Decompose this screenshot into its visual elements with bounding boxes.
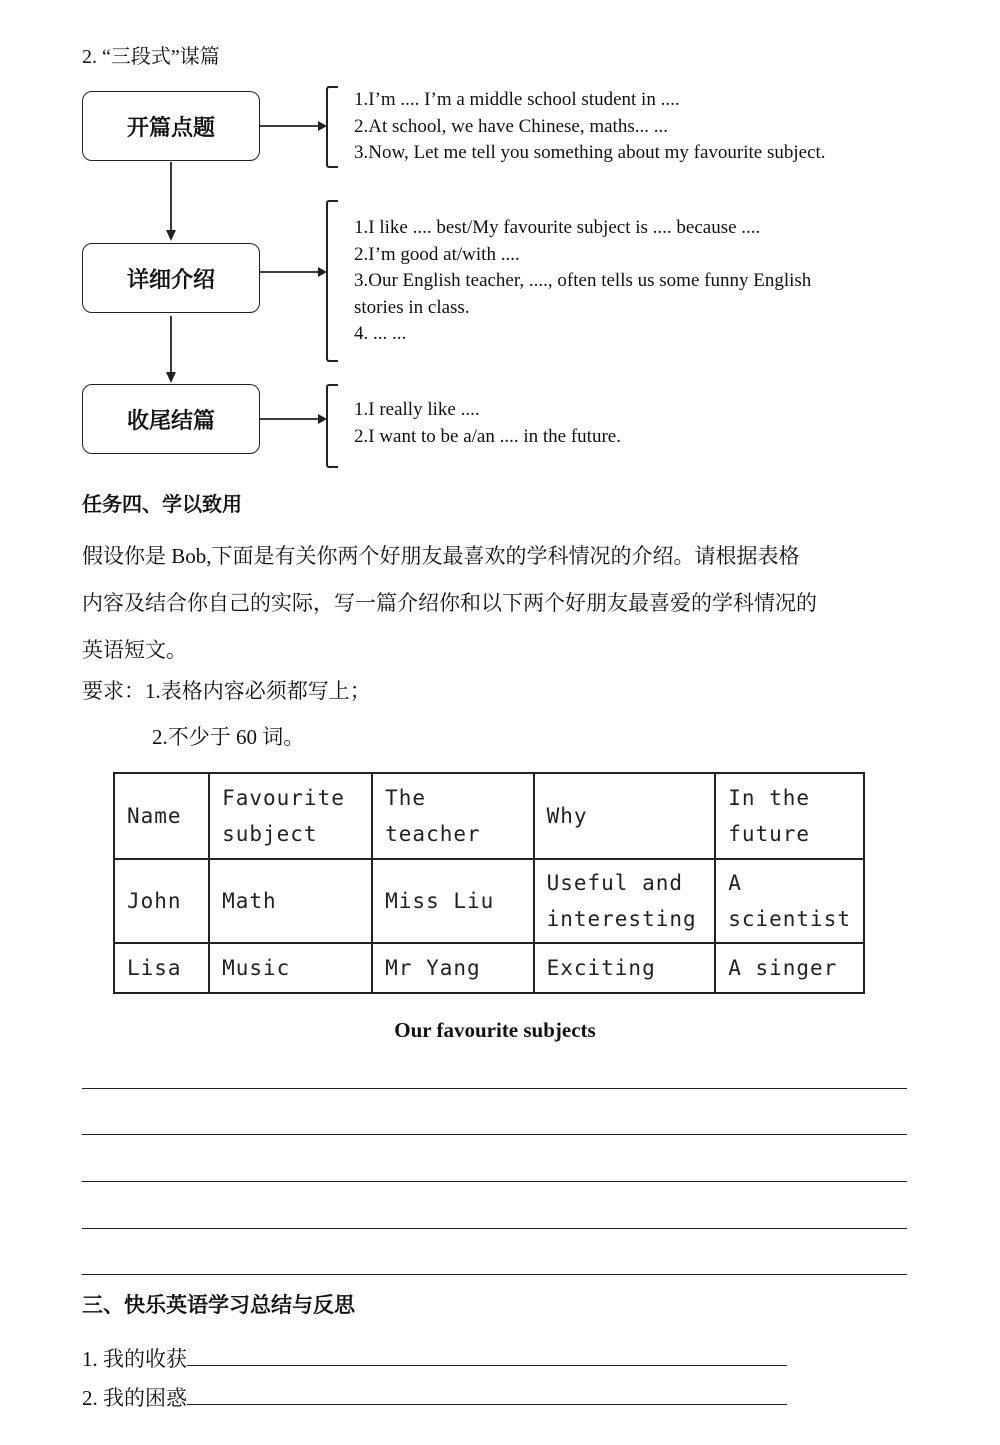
prompt-line: 假设你是 Bob,下面是有关你两个好朋友最喜欢的学科情况的介绍。请根据表格 <box>82 544 800 568</box>
summary-item-confusions <box>82 1382 787 1412</box>
answer-line[interactable] <box>187 1344 787 1366</box>
table-cell: Useful and interesting <box>534 859 716 943</box>
table-cell: Exciting <box>534 943 716 993</box>
phrase: stories in class. <box>354 296 470 318</box>
phrase: 3.Now, Let me tell you something about my favourite subject. <box>354 142 826 163</box>
writing-line[interactable] <box>82 1088 907 1089</box>
phrase: 1.I like .... best/My favourite subject is .... because .... <box>354 217 761 238</box>
phrase: 3.Our English teacher, ...., often tells us some funny English <box>354 270 812 291</box>
table-header-cell: Favourite subject <box>209 773 372 859</box>
answer-line[interactable] <box>187 1383 787 1405</box>
bracket <box>326 384 338 468</box>
arrow-right-icon <box>260 409 328 429</box>
table-cell: Miss Liu <box>372 859 533 943</box>
table-cell: John <box>114 859 209 943</box>
bracket <box>326 86 338 168</box>
phrase: 4. ... ... <box>354 323 407 344</box>
bracket <box>326 200 338 362</box>
summary-item-gains <box>82 1343 787 1373</box>
task-prompt <box>82 533 922 674</box>
flow-box-conclusion: 收尾结篇 <box>82 384 260 454</box>
table-header-cell: The teacher <box>372 773 533 859</box>
phrase: 1.I’m .... I’m a middle school student in .... <box>354 89 680 110</box>
table-header-cell: In the future <box>715 773 864 859</box>
table-row <box>114 859 864 943</box>
section-label: 2. “三段式”谋篇 <box>82 46 220 68</box>
table-header-cell: Why <box>534 773 716 859</box>
summary-title: 三、快乐英语学习总结与反思 <box>82 1293 355 1317</box>
subjects-table <box>113 772 865 994</box>
writing-line[interactable] <box>82 1134 907 1135</box>
phrase-list-intro <box>354 87 826 167</box>
task-title: 任务四、学以致用 <box>82 492 242 516</box>
phrase: 2.I’m good at/with .... <box>354 243 520 265</box>
summary-label: 1. 我的收获 <box>82 1347 187 1371</box>
writing-line[interactable] <box>82 1181 907 1182</box>
writing-line[interactable] <box>82 1274 907 1275</box>
table-header-cell: Name <box>114 773 209 859</box>
flow-box-intro: 开篇点题 <box>82 91 260 161</box>
table-cell: Math <box>209 859 372 943</box>
phrase-list-details <box>354 215 811 348</box>
table-cell: A singer <box>715 943 864 993</box>
phrase: 2.At school, we have Chinese, maths... ... <box>354 115 668 137</box>
arrow-down-icon <box>163 162 179 242</box>
prompt-line: 内容及结合你自己的实际，写一篇介绍你和以下两个好朋友最喜爱的学科情况的 <box>82 591 817 615</box>
arrow-down-icon <box>163 316 179 384</box>
arrow-right-icon <box>260 116 328 136</box>
phrase-list-conclusion <box>354 397 621 450</box>
flow-box-details: 详细介绍 <box>82 243 260 313</box>
writing-line[interactable] <box>82 1228 907 1229</box>
requirement-1: 要求：1.表格内容必须都写上； <box>82 679 371 703</box>
table-cell: A scientist <box>715 859 864 943</box>
essay-title: Our favourite subjects <box>394 1018 596 1042</box>
summary-label: 2. 我的困惑 <box>82 1386 187 1410</box>
prompt-line: 英语短文。 <box>82 638 187 662</box>
table-header-row <box>114 773 864 859</box>
table-cell: Music <box>209 943 372 993</box>
table-cell: Lisa <box>114 943 209 993</box>
requirement-2: 2.不少于 60 词。 <box>152 725 305 749</box>
arrow-right-icon <box>260 262 328 282</box>
phrase: 1.I really like .... <box>354 399 480 420</box>
phrase: 2.I want to be a/an .... in the future. <box>354 425 621 447</box>
table-cell: Mr Yang <box>372 943 533 993</box>
table-row <box>114 943 864 993</box>
